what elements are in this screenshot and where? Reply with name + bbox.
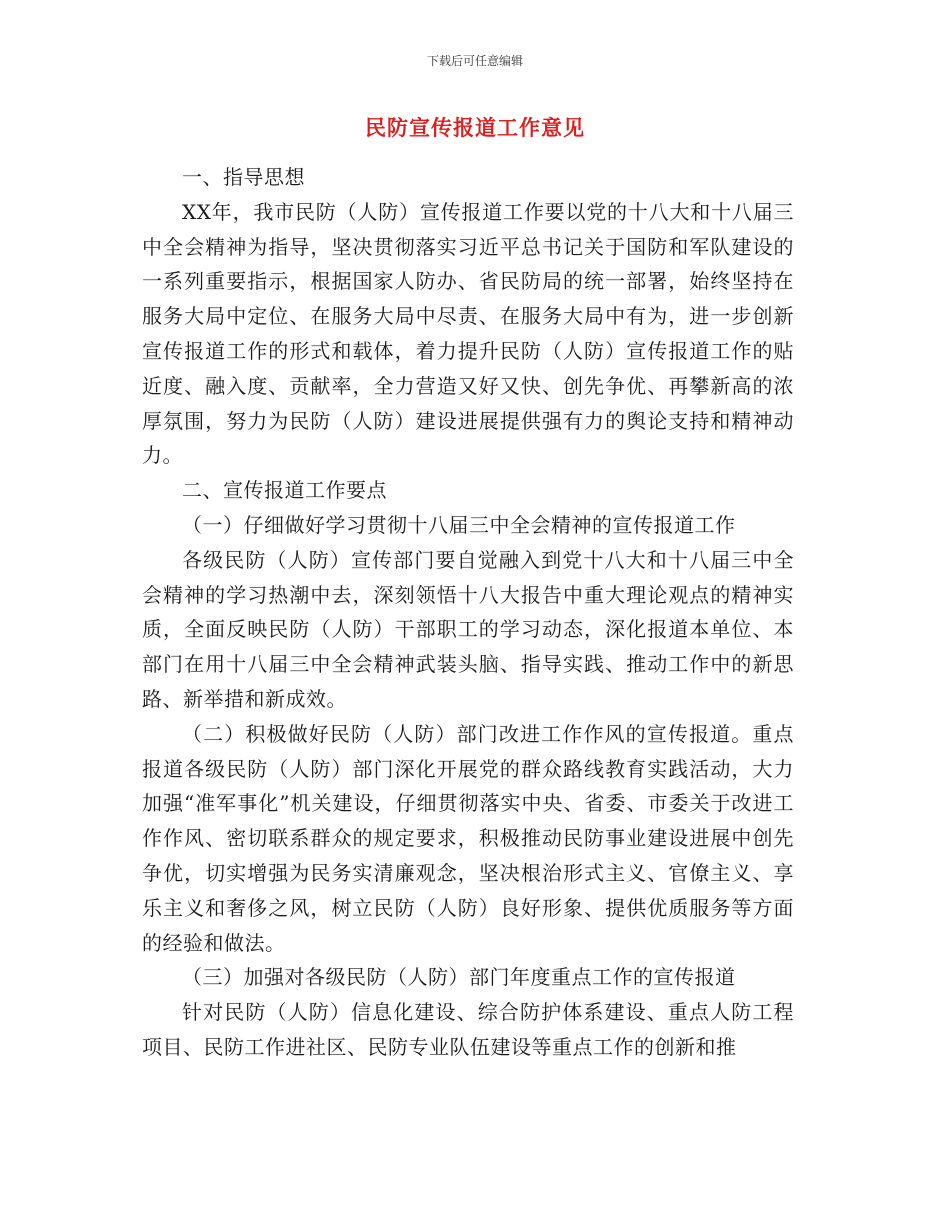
- section-heading-guiding-ideology: 一、指导思想: [182, 165, 305, 189]
- document-title: 民防宣传报道工作意见: [365, 115, 585, 140]
- section-heading-key-points: 二、宣传报道工作要点: [182, 478, 387, 503]
- page-header-note: 下载后可任意编辑: [426, 54, 523, 68]
- subsection-heading-1: （一）仔细做好学习贯彻十八届三中全会精神的宣传报道工作: [182, 512, 736, 537]
- paragraph: 各级民防（人防）宣传部门要自觉融入到党十八大和十八届三中全会精神的学习热潮中去，深刻领悟十八大报告中重大理论观点的精神实质，全面反映民防（人防）干部职工的学习动态，深化报道本单位、本部门在用十八届三中全会精神武装头脑、指导实践、推动工作中的新思路、新举措和新成效。: [142, 547, 794, 711]
- document-body: [142, 160, 794, 1065]
- subsection-heading-3: （三）加强对各级民防（人防）部门年度重点工作的宣传报道: [182, 965, 736, 990]
- paragraph: （二）积极做好民防（人防）部门改进工作作风的宣传报道。重点报道各级民防（人防）部门深化开展党的群众路线教育实践活动，大力加强“准军事化”机关建设，仔细贯彻落实中央、省委、市委关于改进工作作风、密切联系群众的规定要求，积极推动民防事业建设进展中创先争优，切实增强为民务实清廉观念，坚决根治形式主义、官僚主义、享乐主义和奢侈之风，树立民防（人防）良好形象、提供优质服务等方面的经验和做法。: [142, 721, 794, 955]
- paragraph: XX年，我市民防（人防）宣传报道工作要以党的十八大和十八届三中全会精神为指导，坚决贯彻落实习近平总书记关于国防和军队建设的一系列重要指示，根据国家人防办、省民防局的统一部署，始终坚持在服务大局中定位、在服务大局中尽责、在服务大局中有为，进一步创新宣传报道工作的形式和载体，着力提升民防（人防）宣传报道工作的贴近度、融入度、贡献率，全力营造又好又快、创先争优、再攀新高的浓厚氛围，努力为民防（人防）建设进展提供强有力的舆论支持和精神动力。: [142, 199, 794, 468]
- paragraph: 针对民防（人防）信息化建设、综合防护体系建设、重点人防工程项目、民防工作进社区、民防专业队伍建设等重点工作的创新和推: [142, 1000, 794, 1059]
